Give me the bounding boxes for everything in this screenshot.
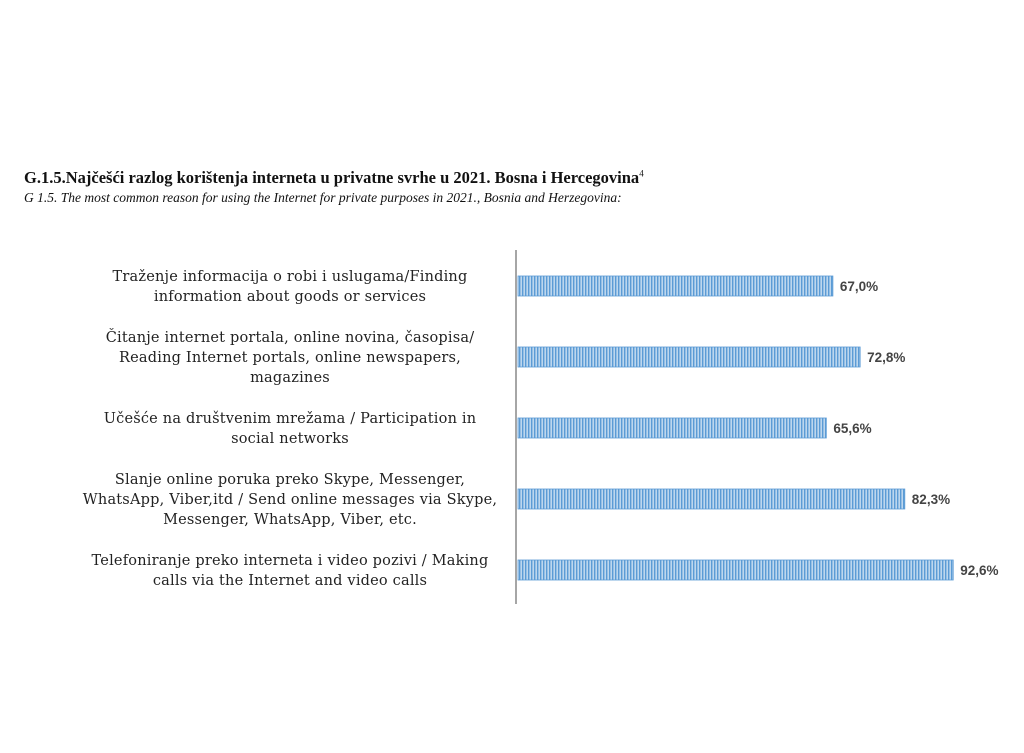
data-label: 82,3% <box>911 492 951 507</box>
chart-title: G.1.5.Najčešći razlog korištenja interneta u privatne svrhe u 2021. Bosna i Hercegovina$^4$ <box>24 168 644 187</box>
category-label <box>104 410 477 447</box>
data-label: 72,8% <box>867 350 906 365</box>
footnote-marker: 4 <box>639 168 644 179</box>
category-label-line: WhatsApp, Viber,itd / Send online messages via Skype, <box>82 492 498 508</box>
category-label-line: calls via the Internet and video calls <box>152 573 428 589</box>
category-label-line: Učešće na društvenim mrežama / Participation in <box>103 411 477 427</box>
category-label-line: magazines <box>250 370 330 386</box>
category-label <box>92 553 489 589</box>
category-label-line: Messenger, WhatsApp, Viber, etc. <box>163 512 417 528</box>
data-label: 65,6% <box>833 421 872 436</box>
category-label-line: Traženje informacija o robi i uslugama/Finding <box>112 269 468 285</box>
bars-group <box>83 269 999 589</box>
bar <box>518 489 905 509</box>
category-label-line: Slanje online poruka preko Skype, Messenger, <box>114 472 466 488</box>
category-label <box>113 269 468 305</box>
bar <box>518 418 826 438</box>
category-label-line: Čitanje internet portala, online novina, časopisa/ <box>105 330 475 346</box>
chart-subtitle: G 1.5. The most common reason for using the Internet for private purposes in 2021., Bosnia and Herzegovina: <box>24 190 622 205</box>
category-label-line: Telefoniranje preko interneta i video pozivi / Making <box>91 553 489 569</box>
data-label: 67,0% <box>839 279 879 294</box>
bar <box>518 347 860 367</box>
category-label-line: information about goods or services <box>153 289 427 305</box>
bar <box>518 560 953 580</box>
category-label-line: Reading Internet portals, online newspapers, <box>119 350 461 366</box>
category-label-line: social networks <box>231 431 349 447</box>
category-label <box>106 328 475 386</box>
bar <box>518 276 833 296</box>
category-label <box>83 472 497 528</box>
data-label: 92,6% <box>960 563 999 578</box>
